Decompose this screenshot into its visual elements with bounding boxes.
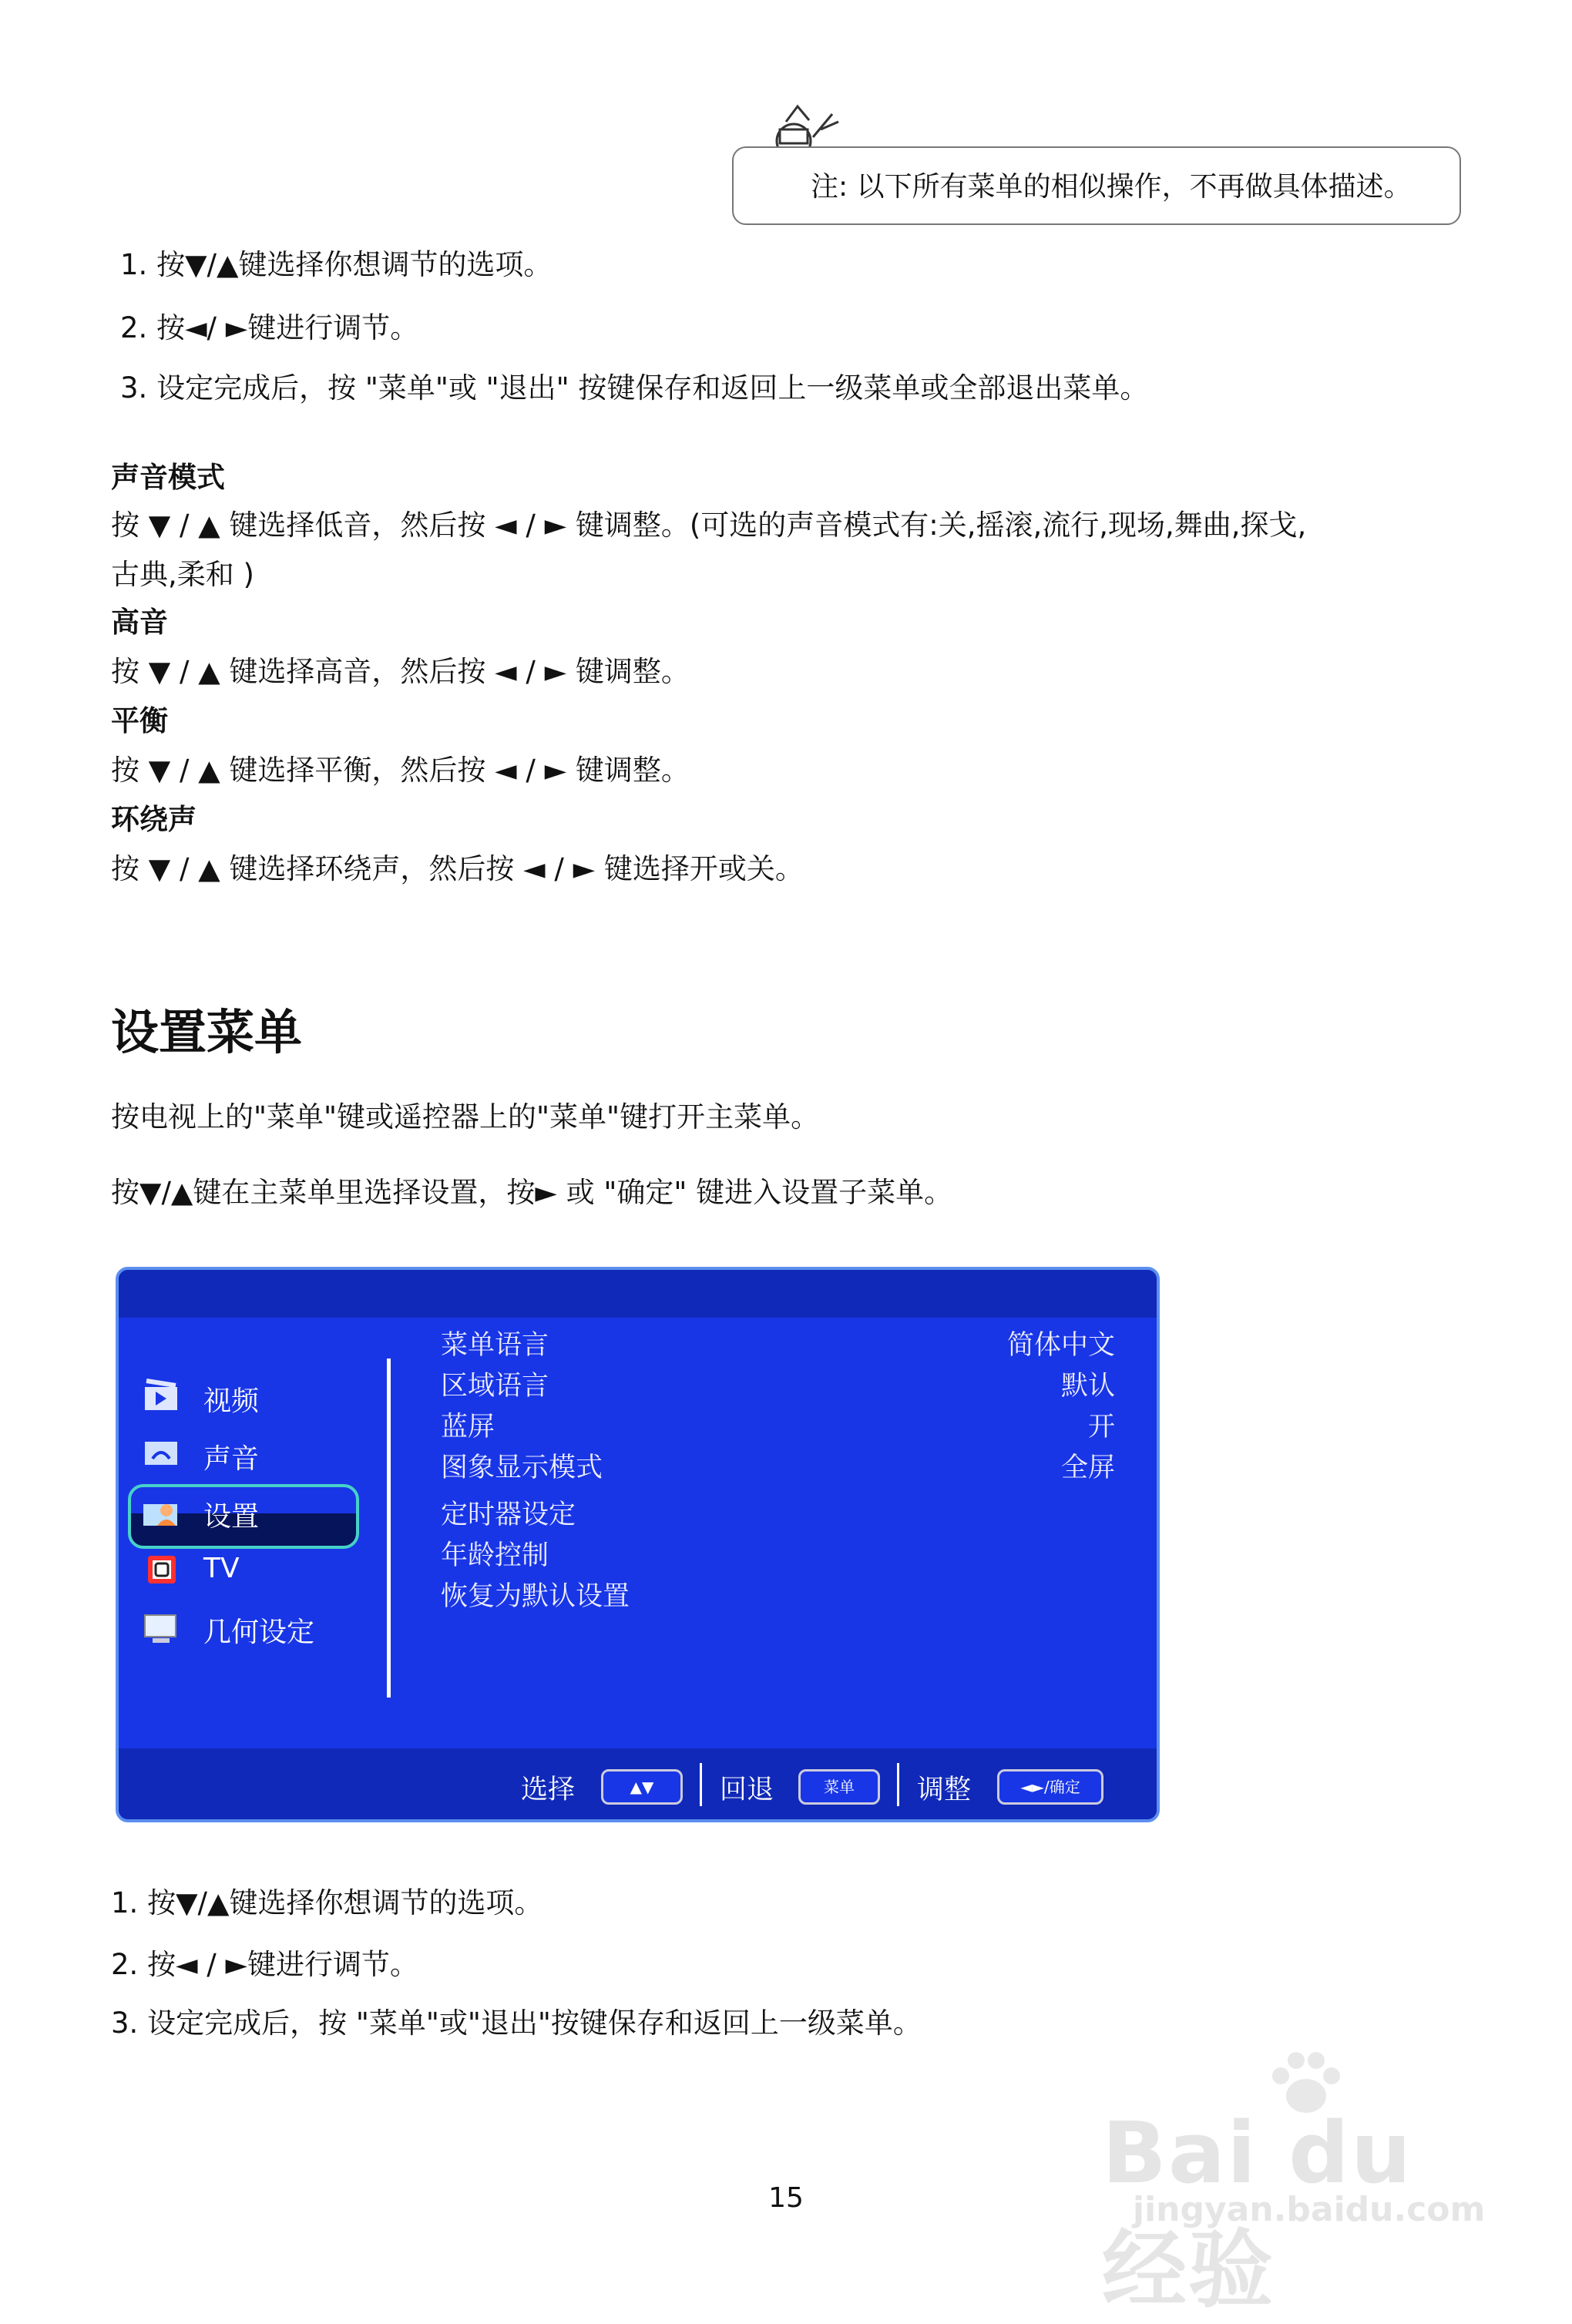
bottom-step-1: 1. 按▼/▲键选择你想调节的选项。 — [111, 1886, 543, 1919]
menu-top-bar — [119, 1270, 1157, 1318]
step-1: 1. 按▼/▲键选择你想调节的选项。 — [120, 248, 553, 281]
option-timer[interactable]: 定时器设定 — [441, 1500, 576, 1530]
sidebar-item-label: 设置 — [203, 1501, 260, 1533]
back-hint-label: 回退 — [720, 1775, 774, 1805]
option-blue-screen[interactable]: 蓝屏 — [441, 1412, 495, 1442]
option-parental-control[interactable]: 年龄控制 — [441, 1540, 549, 1571]
option-menu-language-value: 简体中文 — [1006, 1330, 1115, 1361]
bottom-step-3: 3. 设定完成后，按 "菜单"或"退出"按键保存和返回上一级菜单。 — [111, 2007, 922, 2040]
setup-menu-title: 设置菜单 — [111, 1004, 303, 1060]
sidebar-item-label: 声音 — [203, 1443, 260, 1475]
back-key-badge: 菜单 — [798, 1769, 880, 1805]
option-blue-screen-value: 开 — [1087, 1412, 1115, 1442]
option-reset-default[interactable]: 恢复为默认设置 — [441, 1581, 630, 1612]
video-icon — [142, 1378, 180, 1413]
sidebar-item-setup[interactable] — [142, 1486, 419, 1540]
page-number: 15 — [768, 2182, 804, 2214]
bottom-step-2: 2. 按◄ / ►键进行调节。 — [111, 1948, 418, 1981]
audio-icon — [142, 1436, 180, 1471]
note-text: 注: 以下所有菜单的相似操作，不再做具体描述。 — [811, 171, 1412, 203]
select-hint-label: 选择 — [521, 1775, 576, 1805]
option-region-language[interactable]: 区域语言 — [441, 1371, 549, 1402]
option-picture-mode-value: 全屏 — [1060, 1452, 1115, 1483]
note-box — [732, 146, 1461, 225]
setup-intro-1: 按电视上的"菜单"键或遥控器上的"菜单"键打开主菜单。 — [111, 1100, 820, 1133]
sound-mode-text: 按 ▼ / ▲ 键选择低音，然后按 ◄ / ► 键调整。(可选的声音模式有:关,摇滚,流行,现场,舞曲,探戈, — [111, 509, 1307, 542]
sidebar-item-video[interactable] — [142, 1370, 419, 1424]
step-3: 3. 设定完成后，按 "菜单"或 "退出" 按键保存和返回上一级菜单或全部退出菜单。 — [120, 371, 1149, 405]
watermark-logo: Bai du 经验 — [1102, 2104, 1413, 2319]
monitor-icon — [142, 1609, 180, 1644]
option-menu-language[interactable]: 菜单语言 — [441, 1330, 549, 1361]
heading-surround: 环绕声 — [111, 803, 196, 836]
sidebar-item-label: 几何设定 — [203, 1617, 315, 1648]
treble-text: 按 ▼ / ▲ 键选择高音，然后按 ◄ / ► 键调整。 — [111, 655, 690, 688]
menu-divider — [387, 1358, 391, 1698]
heading-sound-mode: 声音模式 — [111, 461, 225, 494]
adjust-key-badge: ◄►/确定 — [997, 1769, 1103, 1805]
select-key-badge: ▲▼ — [601, 1769, 683, 1805]
surround-text: 按 ▼ / ▲ 键选择环绕声，然后按 ◄ / ► 键选择开或关。 — [111, 852, 804, 885]
watermark-url: jingyan.baidu.com — [1133, 2190, 1486, 2229]
sidebar-item-geometry[interactable] — [142, 1601, 419, 1655]
tv-setup-menu — [116, 1267, 1160, 1822]
option-picture-mode[interactable]: 图象显示模式 — [441, 1452, 603, 1483]
bottom-separator — [700, 1763, 702, 1806]
sidebar-item-audio[interactable] — [142, 1428, 419, 1482]
bottom-separator — [897, 1763, 899, 1806]
heading-balance: 平衡 — [111, 704, 168, 737]
tv-icon — [142, 1551, 180, 1587]
setup-icon — [142, 1493, 180, 1529]
step-2: 2. 按◄/ ►键进行调节。 — [120, 311, 419, 344]
balance-text: 按 ▼ / ▲ 键选择平衡，然后按 ◄ / ► 键调整。 — [111, 754, 690, 787]
adjust-hint-label: 调整 — [917, 1775, 972, 1805]
sound-mode-text-cont: 古典,柔和 ) — [111, 558, 254, 591]
sidebar-item-label: 视频 — [203, 1385, 260, 1417]
heading-treble: 高音 — [111, 606, 168, 639]
sidebar-item-tv[interactable] — [142, 1543, 419, 1597]
option-region-language-value: 默认 — [1060, 1371, 1115, 1402]
setup-intro-2: 按▼/▲键在主菜单里选择设置，按► 或 "确定" 键进入设置子菜单。 — [111, 1176, 953, 1209]
sidebar-item-label: TV — [203, 1553, 240, 1584]
